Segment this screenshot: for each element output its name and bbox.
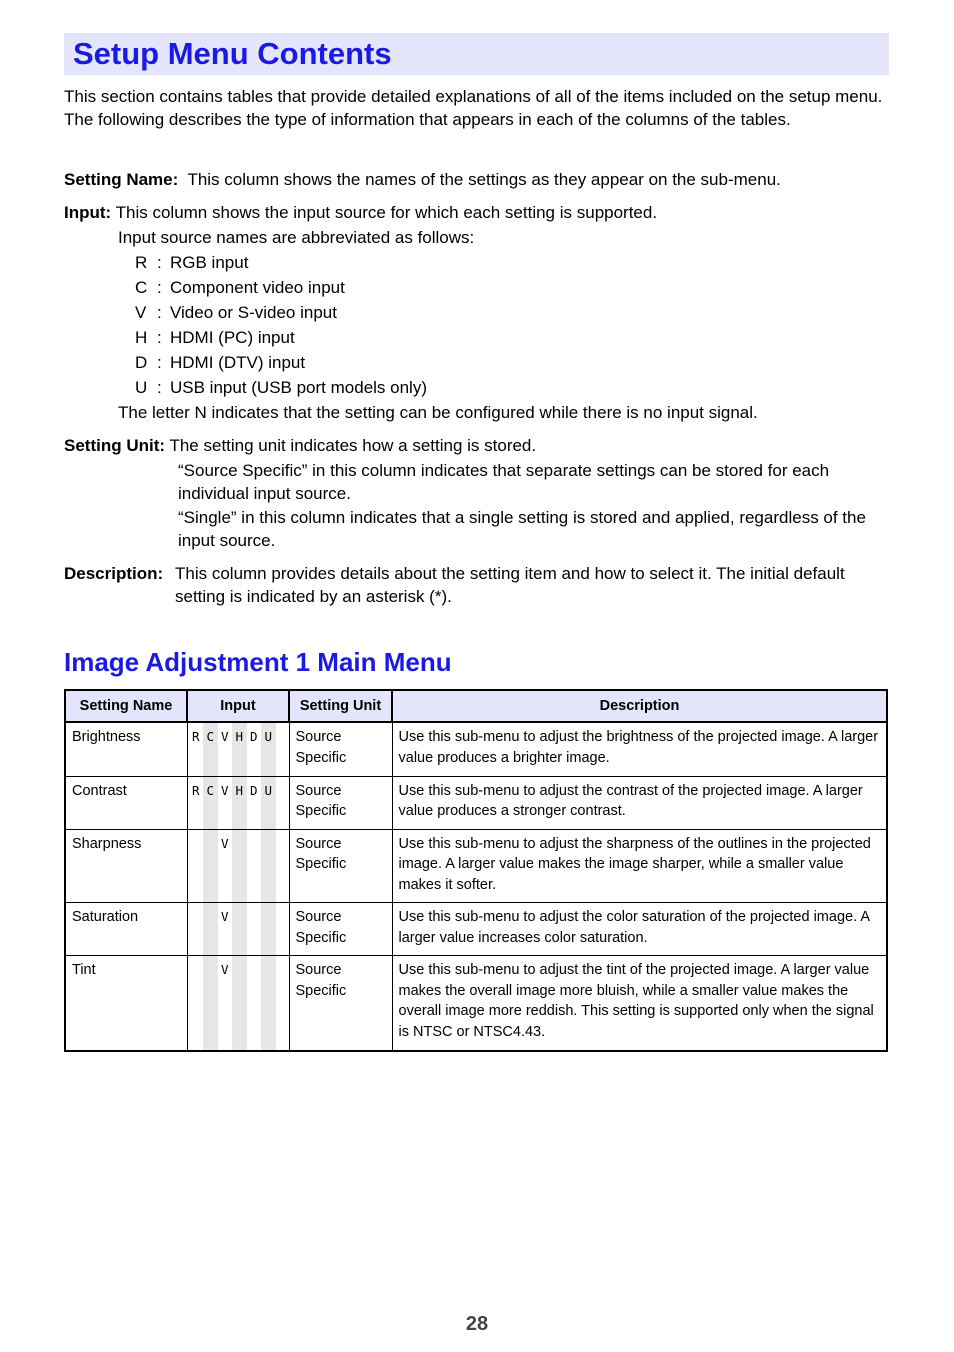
- input-flag: [261, 956, 276, 1050]
- input-flag: [232, 830, 247, 903]
- input-grid: [188, 777, 289, 829]
- abbreviation-code: U: [135, 378, 148, 397]
- abbreviation-separator: :: [157, 253, 162, 272]
- table-row: [65, 776, 887, 829]
- input-flag: D: [249, 782, 258, 798]
- setting-name-text: This column shows the names of the settings as they appear on the sub-menu.: [187, 170, 781, 189]
- input-flag: [203, 956, 218, 1050]
- abbreviation-item: [135, 302, 337, 324]
- cell-description: Use this sub-menu to adjust the contrast of the projected image. A larger value produces a stronger contrast.: [392, 776, 887, 829]
- input-flag: [189, 830, 204, 903]
- cell-setting-name: Brightness: [65, 722, 187, 776]
- abbreviation-code: C: [135, 278, 148, 297]
- cell-setting-unit: Source Specific: [289, 956, 392, 1051]
- cell-input: [187, 956, 289, 1051]
- cell-setting-name: Tint: [65, 956, 187, 1051]
- cell-setting-unit: Source Specific: [289, 829, 392, 903]
- cell-input: [187, 903, 289, 956]
- table-row: [65, 722, 887, 776]
- input-flag: V: [220, 962, 229, 977]
- abbreviation-separator: :: [157, 353, 162, 372]
- input-flag: V: [220, 909, 229, 924]
- abbreviation-item: [135, 377, 427, 399]
- cell-description: Use this sub-menu to adjust the tint of the projected image. A larger value makes the overall image more bluish, while a smaller value makes the overall image more reddish. This setting is supported only when the signal is NTSC or NTSC4.43.: [392, 956, 887, 1051]
- input-flag: [189, 956, 204, 1050]
- table-row: [65, 829, 887, 903]
- abbreviation-item: [135, 352, 305, 374]
- input-grid: [188, 903, 289, 955]
- abbreviation-separator: :: [157, 303, 162, 322]
- input-flag: V: [220, 782, 229, 798]
- title-bar: [64, 33, 889, 75]
- abbreviation-code: V: [135, 303, 147, 322]
- cell-input: [187, 829, 289, 903]
- input-grid: [188, 830, 289, 903]
- abbreviation-name: RGB input: [170, 253, 249, 272]
- abbr-intro: Input source names are abbreviated as follows:: [118, 228, 475, 247]
- input-flag: [261, 903, 276, 955]
- no-signal-note: The letter N indicates that the setting can be configured while there is no input signal.: [118, 403, 758, 422]
- abbreviation-code: H: [135, 328, 148, 347]
- page-number: 28: [465, 1313, 489, 1335]
- setting-unit-definition: [64, 435, 890, 458]
- cell-description: Use this sub-menu to adjust the color saturation of the projected image. A larger value increases color saturation.: [392, 903, 887, 956]
- table-body: [65, 722, 887, 1051]
- input-flag: V: [220, 835, 229, 851]
- input-flag: V: [220, 729, 229, 744]
- input-flag: C: [203, 723, 218, 776]
- input-flag: [261, 830, 276, 903]
- cell-setting-name: Contrast: [65, 776, 187, 829]
- cell-description: Use this sub-menu to adjust the sharpness of the outlines in the projected image. A larger value makes the image sharper, while a smaller value makes it softer.: [392, 829, 887, 903]
- header-description: Description: [392, 690, 887, 722]
- input-flag: U: [261, 723, 276, 776]
- input-label: Input:: [64, 203, 112, 222]
- input-grid: [188, 723, 289, 776]
- table-row: [65, 903, 887, 956]
- input-definition: [64, 202, 890, 225]
- input-flag: H: [232, 777, 247, 829]
- cell-setting-unit: Source Specific: [289, 903, 392, 956]
- page-title: Setup Menu Contents: [73, 36, 392, 71]
- input-grid: [188, 956, 289, 1050]
- input-flag: [203, 830, 218, 903]
- abbreviation-item: [135, 327, 295, 349]
- single-note: “Single” in this column indicates that a single setting is stored and applied, regardless of the input source.: [178, 508, 866, 550]
- cell-setting-unit: Source Specific: [289, 722, 392, 776]
- abbreviation-item: [135, 252, 248, 274]
- input-flag: [189, 903, 204, 955]
- input-flag: [232, 956, 247, 1050]
- input-flag: D: [249, 729, 258, 744]
- input-flag: [247, 903, 262, 955]
- abbreviation-name: HDMI (DTV) input: [170, 353, 306, 372]
- intro-paragraph: This section contains tables that provide detailed explanations of all of the items included on the setup menu. The following describes the type of information that appears in each of the columns of the tables.: [64, 87, 883, 129]
- cell-input: [187, 776, 289, 829]
- setting-name-label: Setting Name:: [64, 170, 179, 189]
- input-flag: U: [261, 777, 276, 829]
- input-flag: C: [203, 777, 218, 829]
- header-setting-unit: Setting Unit: [289, 690, 392, 722]
- input-text: This column shows the input source for which each setting is supported.: [115, 203, 658, 222]
- cell-setting-name: Sharpness: [65, 829, 187, 903]
- cell-input: [187, 722, 289, 776]
- abbreviation-name: HDMI (PC) input: [170, 328, 295, 347]
- description-text: This column provides details about the setting item and how to select it. The initial default setting is indicated by an asterisk (*).: [175, 564, 845, 606]
- input-flag: [232, 903, 247, 955]
- input-flag: R: [191, 729, 200, 744]
- input-flag: [247, 830, 262, 903]
- cell-setting-name: Saturation: [65, 903, 187, 956]
- table-row: [65, 956, 887, 1051]
- description-label: Description:: [64, 564, 164, 583]
- abbreviation-name: Component video input: [170, 278, 345, 297]
- table-header-row: [65, 690, 887, 722]
- header-input: Input: [187, 690, 289, 722]
- setting-unit-label: Setting Unit:: [64, 436, 166, 455]
- abbreviation-name: Video or S-video input: [170, 303, 337, 322]
- input-flag: H: [232, 723, 247, 776]
- input-flag: [247, 956, 262, 1050]
- setting-unit-text: The setting unit indicates how a setting is stored.: [169, 436, 537, 455]
- abbreviation-name: USB input (USB port models only): [170, 378, 427, 397]
- abbreviation-separator: :: [157, 328, 162, 347]
- setting-name-definition: [64, 169, 890, 192]
- source-specific-note: “Source Specific” in this column indicates that separate settings can be stored for each individual input source.: [178, 461, 830, 503]
- settings-table: [64, 689, 888, 1052]
- abbreviation-separator: :: [157, 378, 162, 397]
- abbreviation-code: D: [135, 353, 148, 372]
- abbreviation-code: R: [135, 253, 148, 272]
- input-flag: R: [191, 782, 200, 798]
- input-flag: [203, 903, 218, 955]
- cell-description: Use this sub-menu to adjust the brightness of the projected image. A larger value produces a brighter image.: [392, 722, 887, 776]
- abbreviation-separator: :: [157, 278, 162, 297]
- abbreviation-item: [135, 277, 345, 299]
- section-title: Image Adjustment 1 Main Menu: [64, 647, 452, 677]
- cell-setting-unit: Source Specific: [289, 776, 392, 829]
- header-setting-name: Setting Name: [65, 690, 187, 722]
